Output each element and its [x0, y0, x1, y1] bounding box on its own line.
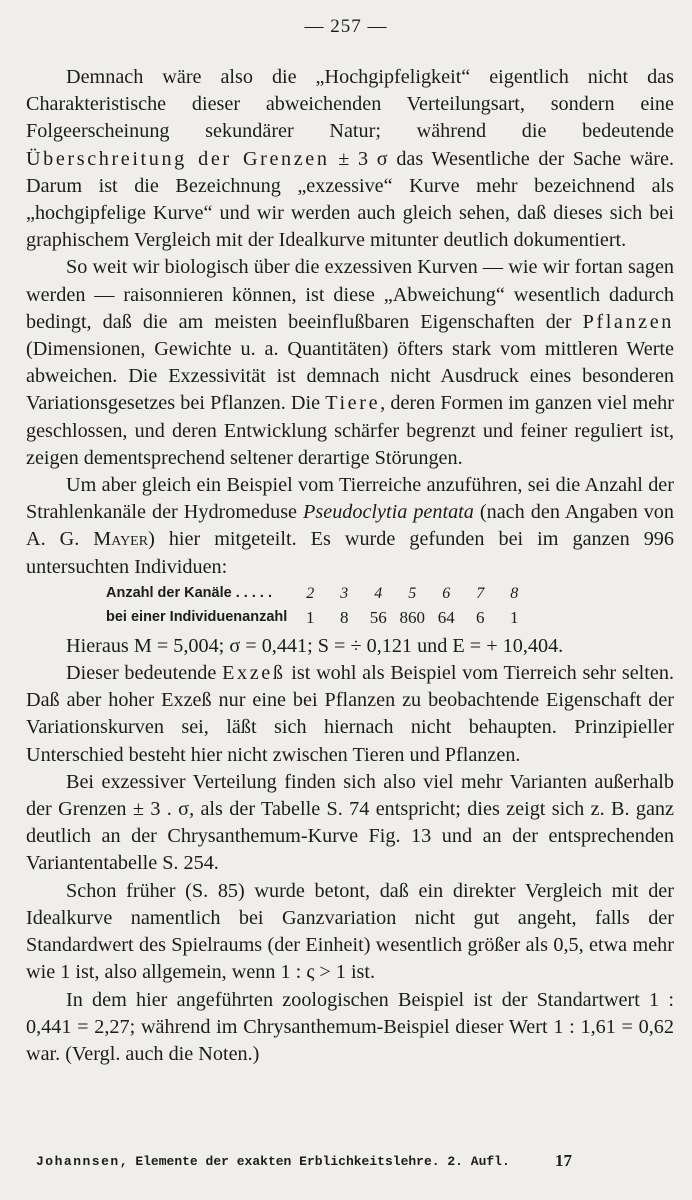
paragraph-1 [26, 64, 674, 254]
paragraph-3 [26, 472, 674, 581]
species-name: Pseudoclytia pentata [303, 501, 474, 524]
signature-number: 17 [555, 1151, 572, 1170]
page-footer [36, 1151, 656, 1170]
paragraph-7: Schon früher (S. 85) wurde betont, daß ein direkter Vergleich mit der Idealkurve namentlich bei Ganzvariation nicht gut angeht, falls der Standardwert des Spielraums (der Einheit) wesentlich größer als 0,5, etwa mehr wie 1 ist, also allgemein, wenn 1 : ς > 1 ist. [26, 879, 674, 984]
author-name: Mayer [93, 528, 149, 551]
paragraph-3-text: Um aber gleich ein Beispiel vom Tierreiche anzuführen, sei die Anzahl der Strahlenkanäle der Hydromeduse [26, 474, 674, 524]
table-row-label: bei einer Individuenanzahl [106, 608, 288, 625]
paragraph-2-text-mid: (Dimensionen, Gewichte u. a. Quantitäten) öfters stark vom mittleren Werte abweichen. Die Exzessivität ist demnach nicht Ausdruck eines besonderen Variationsgesetzes bei Pflanzen. Die [26, 338, 674, 415]
table-cell: 4 [374, 584, 383, 602]
table-row [106, 583, 531, 607]
paragraph-2-text-end: , deren Formen im ganzen viel mehr geschlossen, und deren Entwicklung schärfer begrenzt und feiner reguliert ist, zeigen dementsprechend seltener derartige Störungen. [26, 392, 675, 469]
table-cell: 7 [476, 584, 485, 602]
paragraph-3-text-mid: (nach den Angaben von A. G. [26, 501, 674, 551]
table-cell: 2 [306, 584, 315, 602]
table-cell: 1 [510, 607, 519, 627]
table-cell: 5 [408, 584, 417, 602]
paragraph-8: In dem hier angeführten zoologischen Beispiel ist der Standartwert 1 : 0,441 = 2,27; während im Chrysanthemum-Beispiel dieser Wert 1 : 1,61 = 0,62 war. (Vergl. auch die Noten.) [26, 988, 674, 1065]
paragraph-5-text-end: ist wohl als Beispiel vom Tierreich sehr selten. Daß aber hoher Exzeß nur eine bei Pflanzen zu beobachtende Eigenschaft der Variationskurven sei, läßt sich hiernach nicht behaupten. Prinzipieller Unterschied besteht hier nicht zwischen Tieren und Pflanzen. [26, 662, 674, 766]
table-cell: 64 [437, 607, 455, 627]
paragraph-4-formula: Hieraus M = 5,004; σ = 0,441; S = ÷ 0,121 und E = + 10,404. [66, 634, 564, 657]
paragraph-2-text: So weit wir biologisch über die exzessiven Kurven — wie wir fortan sagen werden — raisonnieren können, ist diese „Abweichung“ wesentlich dadurch bedingt, daß die am meisten beeinflußbaren Eigenschaften der [26, 256, 674, 333]
table-row-label: Anzahl der Kanäle . . . . . [106, 584, 272, 601]
footer-author: Johannsen [36, 1154, 120, 1169]
table-cell: 8 [510, 584, 519, 602]
canal-count-table [106, 583, 531, 631]
spaced-emphasis-pflanzen: Pflanzen [582, 310, 674, 333]
table-row [106, 607, 531, 631]
table-cell: 3 [340, 584, 349, 602]
page-number: — 257 — [304, 16, 388, 37]
paragraph-2 [26, 254, 674, 472]
paragraph-1-text: Demnach wäre also die „Hochgipfeligkeit“ eigentlich nicht das Charakteristische dieser abweichenden Verteilungsart, sondern eine Folgeerscheinung sekundärer Natur; während die bedeutende [26, 66, 674, 143]
paragraph-3-text-end: ) hier mitgeteilt. Es wurde gefunden bei im ganzen 996 untersuchten Individuen: [26, 528, 674, 578]
paragraph-5-text: Dieser bedeutende [66, 662, 223, 685]
paragraph-6: Bei exzessiver Verteilung finden sich also viel mehr Varianten außerhalb der Grenzen ± 3 . σ, als der Tabelle S. 74 entspricht; dies zeigt sich z. B. ganz deutlich an der Chrysanthemum-Kurve Fig. 13 und an der entsprechenden Variantentabelle S. 254. [26, 770, 674, 875]
table-cell: 1 [306, 607, 315, 627]
paragraph-1-text-end: ± 3 σ das Wesentliche der Sache wäre. Darum ist die Bezeichnung „exzessive“ Kurve mehr bezeichnend als „hochgipfelige Kurve“ und wir werden auch gleich sehen, daß dieses sich bei graphischem Vergleich mit der Idealkurve mitunter deutlich dokumentiert. [26, 147, 674, 252]
table-cell: 56 [369, 607, 387, 627]
paragraph-5 [26, 660, 674, 769]
table-cell: 860 [399, 607, 426, 627]
body-text [26, 64, 674, 1068]
footer-title: , Elemente der exakten Erblichkeitslehre. 2. Aufl. [119, 1154, 510, 1169]
spaced-emphasis: Überschreitung der Grenzen [26, 147, 330, 170]
table-cell: 6 [476, 607, 485, 627]
table-cell: 8 [340, 607, 349, 627]
table-cell: 6 [442, 584, 451, 602]
spaced-emphasis-exzess: Exzeß [222, 662, 286, 685]
spaced-emphasis-tiere: Tiere [325, 392, 381, 415]
